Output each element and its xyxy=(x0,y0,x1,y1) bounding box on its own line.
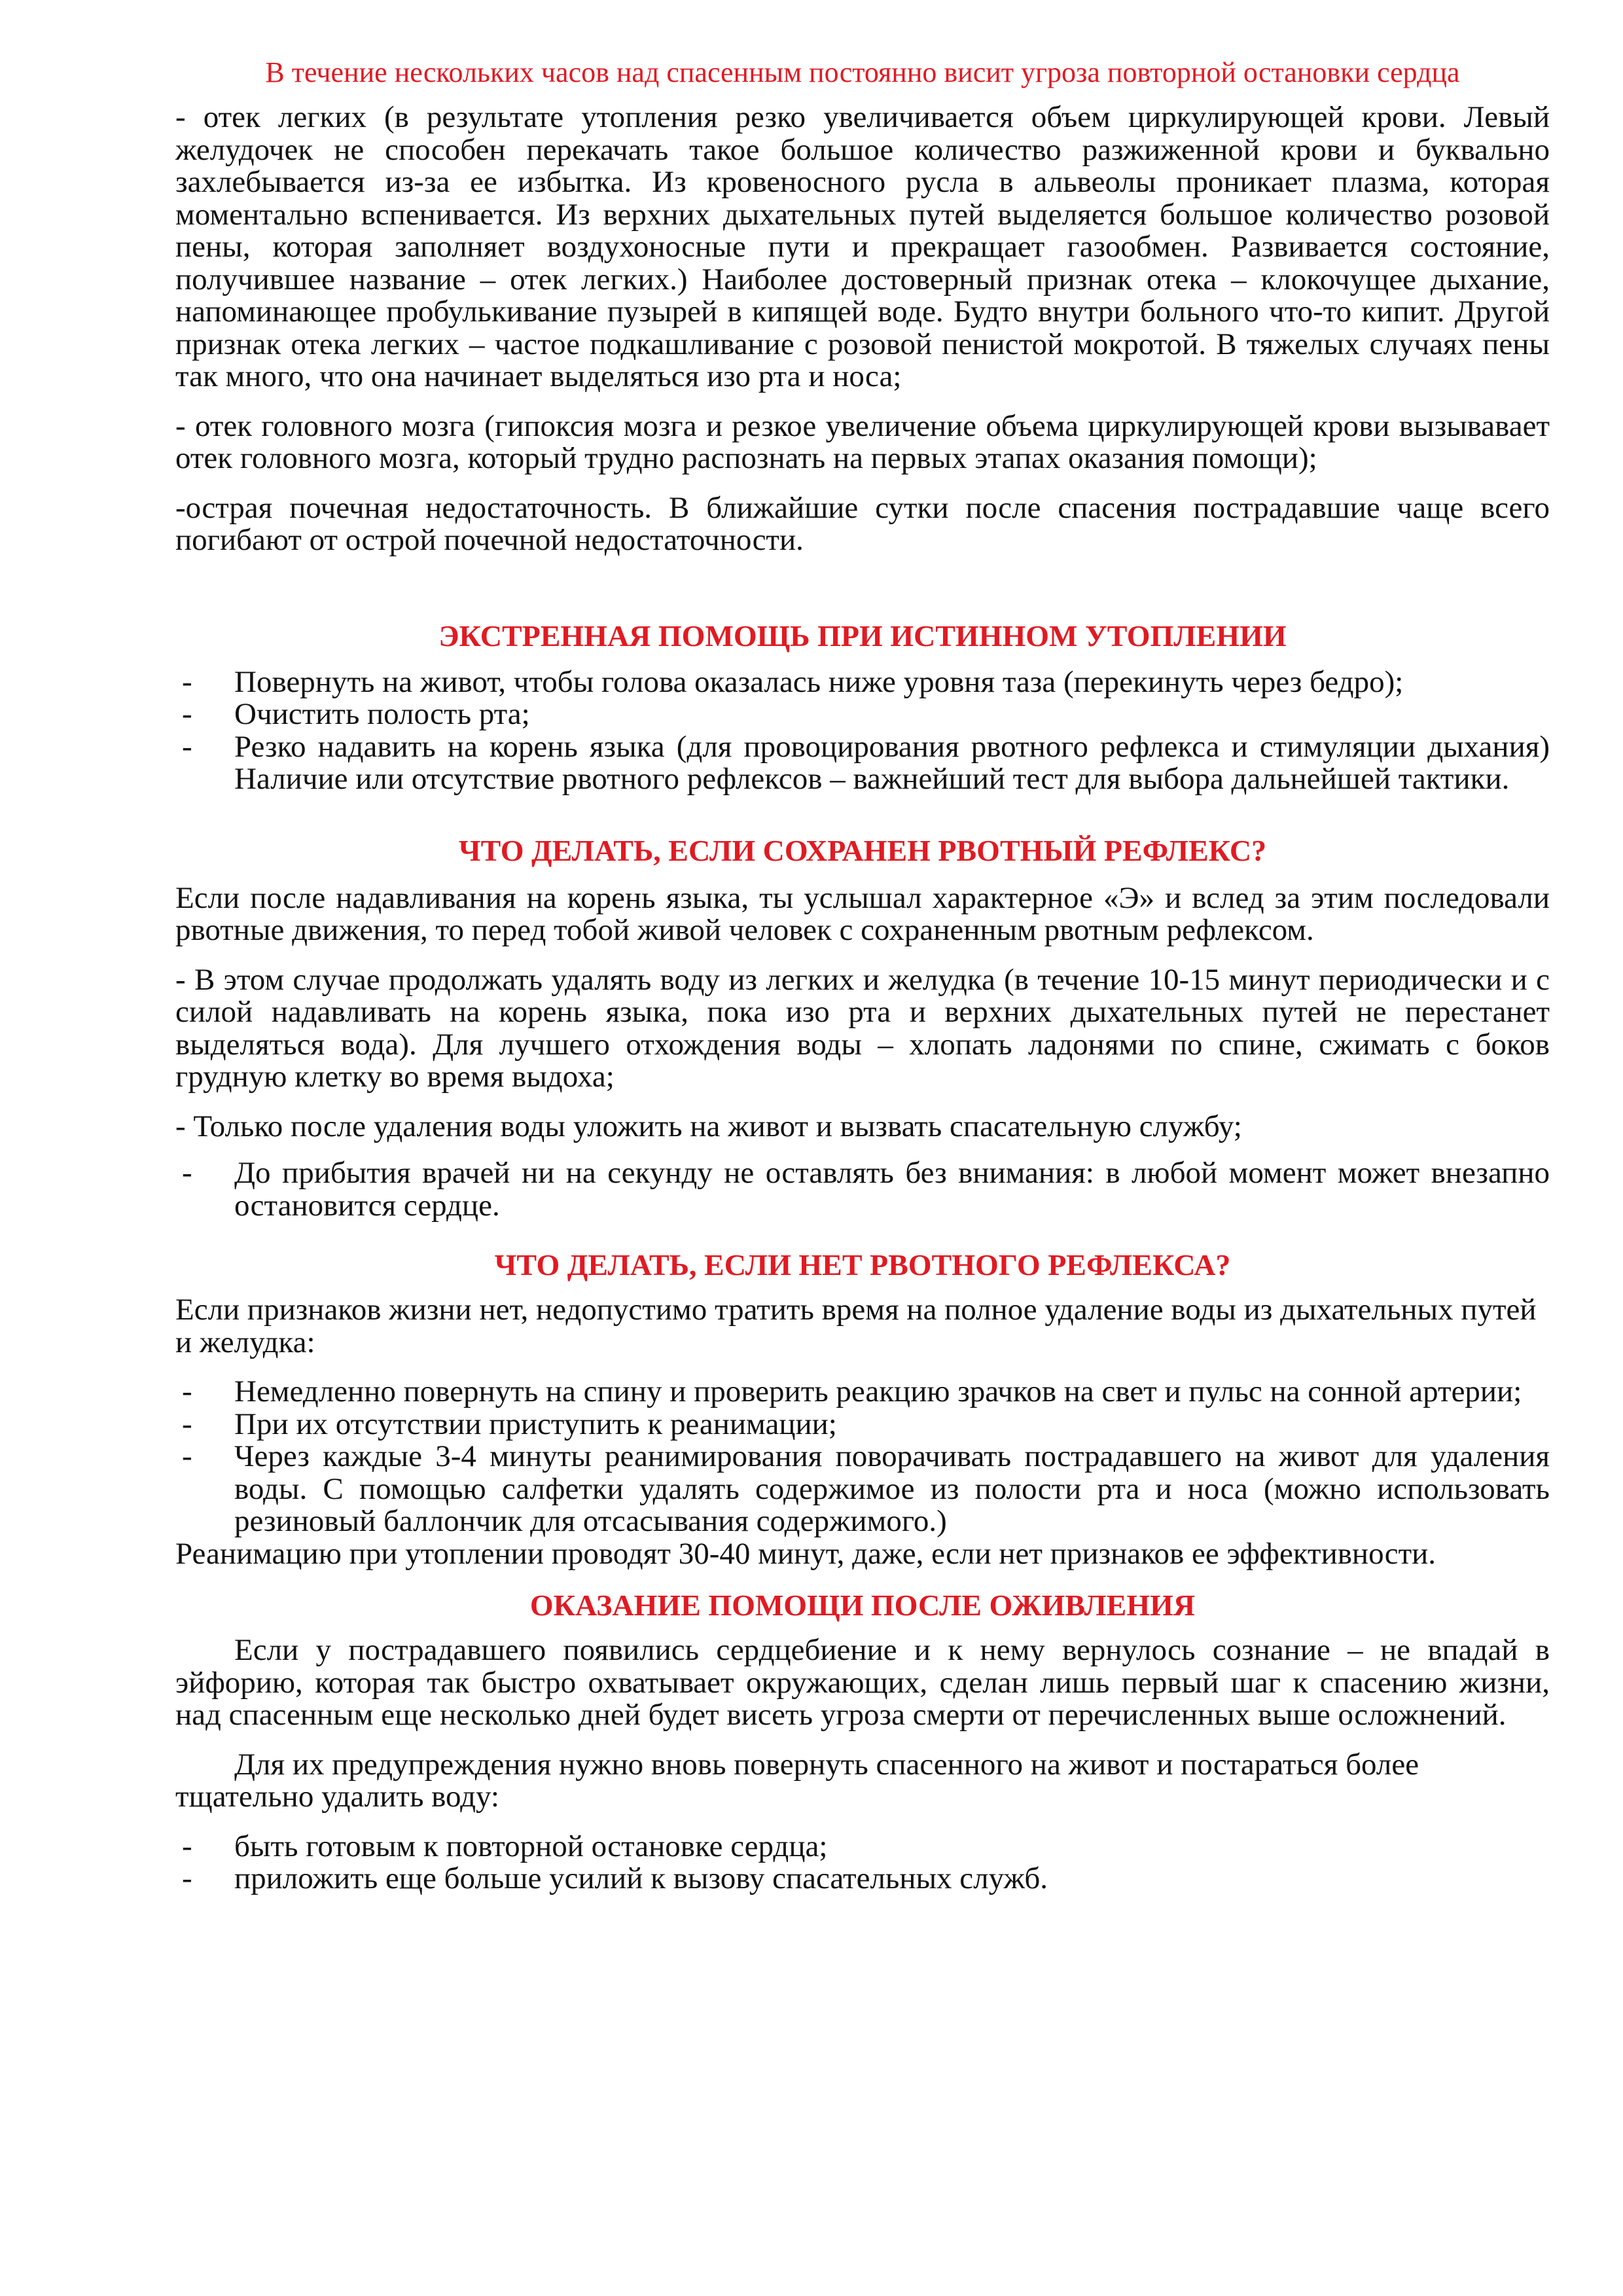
list-item: - Очистить полость рта; xyxy=(182,697,530,731)
list-item: - До прибытия врачей ни на секунду не оставлять без внимания: в любой момент может внезапно остановится сердце. xyxy=(182,1156,1550,1223)
paragraph-no-reflex-intro: Если признаков жизни нет, недопустимо тратить время на полное удаление воды из дыхательных путей и желудка: xyxy=(175,1293,1537,1359)
list-item: - Немедленно повернуть на спину и проверить реакцию зрачков на свет и пульс на сонной артерии; xyxy=(182,1374,1522,1408)
after-revival-list xyxy=(175,1831,1550,1895)
paragraph-cerebral-edema: - отек головного мозга (гипоксия мозга и резкое увеличение объема циркулирующей крови вызывавает отек головного мозга, который трудно распознать на первых этапах оказания помощи); xyxy=(175,408,1550,475)
list-item: - приложить еще больше усилий к вызову спасательных служб. xyxy=(182,1861,1048,1895)
list-item: - При их отсутствии приступить к реанимации; xyxy=(182,1407,837,1441)
paragraph-after-revival: Если у пострадавшего появились сердцебиение и к нему вернулось сознание – не впадай в эйфорию, которая так быстро охватывает окружающих, сделан лишь первый шаг к спасению жизни, над спасенным еще несколько дней будет висеть угроза смерти от перечисленных выше осложнений. xyxy=(175,1633,1550,1732)
paragraph-pulmonary-edema: - отек легких (в результате утопления резко увеличивается объем циркулирующей крови. Левый желудочек не способен перекачать такое большое количество разжиженной крови и буквально захлебывается из-за ее избытка. Из кровеносного русла в альвеолы проникает плазма, которая моментально вспенивается. Из верхних дыхательных путей выделяется большое количество розовой пены, которая заполняет воздухоносные пути и прекращает газообмен. Развивается состояние, получившее название – отек легких.) Наиболее достоверный признак отека – клокочущее дыхание, напоминающее пробулькивание пузырей в кипящей воде. Будто внутри больного что-то кипит. Другой признак отека легких – частое подкашливание с розовой пенистой мокротой. В тяжелых случаях пены так много, что она начинает выделяться изо рта и носа; xyxy=(175,100,1550,393)
paragraph-resuscitation-duration: Реанимацию при утоплении проводят 30-40 минут, даже, если нет признаков ее эффективности. xyxy=(175,1536,1436,1571)
paragraph-remove-water: - В этом случае продолжать удалять воду из легких и желудка (в течение 10-15 минут периодически и с силой надавливать на корень языка, пока изо рта и верхних дыхательных путей не перестанет выделяться вода). Для лучшего отхождения воды – хлопать ладонями по спине, сжимать с боков грудную клетку во время выдоха; xyxy=(175,962,1550,1094)
intro-warning-title: В течение нескольких часов над спасенным постоянно висит угроза повторной остановки сердца xyxy=(265,56,1460,88)
bullet-dash: - xyxy=(182,1156,192,1190)
list-item: - быть готовым к повторной остановке сердца; xyxy=(182,1829,828,1863)
paragraph-call-rescue: - Только после удаления воды уложить на живот и вызвать спасательную службу; xyxy=(175,1109,1242,1143)
bullet-dash: - xyxy=(182,1439,192,1473)
paragraph-reflex-present-intro: Если после надавливания на корень языка, ты услышал характерное «Э» и вслед за этим последовали рвотные движения, то перед тобой живой человек с сохраненным рвотным рефлексом. xyxy=(175,880,1550,947)
section-heading-no-reflex: ЧТО ДЕЛАТЬ, ЕСЛИ НЕТ РВОТНОГО РЕФЛЕКСА? xyxy=(494,1248,1231,1282)
list-item: - Резко надавить на корень языка (для провоцирования рвотного рефлекса и стимуляции дыхания) Наличие или отсутствие рвотного рефлексов – важнейший тест для выбора дальнейшей тактики. xyxy=(182,729,1550,796)
bullet-dash: - xyxy=(182,1407,192,1441)
list-item: - Через каждые 3-4 минуты реанимирования поворачивать пострадавшего на живот для удаления воды. С помощью салфетки удалять содержимое из полости рта и носа (можно использовать резиновый баллончик для отсасывания содержимого.) xyxy=(182,1439,1550,1538)
list-item: - Повернуть на живот, чтобы голова оказалась ниже уровня таза (перекинуть через бедро); xyxy=(182,664,1404,699)
emergency-help-list xyxy=(175,666,1550,796)
bullet-dash: - xyxy=(182,1861,192,1895)
paragraph-prevention: Для их предупреждения нужно вновь повернуть спасенного на живот и постараться более тщательно удалить воду: xyxy=(175,1747,1419,1814)
bullet-dash: - xyxy=(182,1374,192,1408)
section-heading-emergency-help: ЭКСТРЕННАЯ ПОМОЩЬ ПРИ ИСТИННОМ УТОПЛЕНИИ xyxy=(438,619,1287,653)
document-page xyxy=(175,56,1550,1895)
bullet-dash: - xyxy=(182,1829,192,1863)
section-heading-after-revival: ОКАЗАНИЕ ПОМОЩИ ПОСЛЕ ОЖИВЛЕНИЯ xyxy=(529,1588,1196,1622)
no-reflex-list xyxy=(175,1376,1550,1538)
bullet-dash: - xyxy=(182,664,192,699)
section-heading-reflex-present: ЧТО ДЕЛАТЬ, ЕСЛИ СОХРАНЕН РВОТНЫЙ РЕФЛЕКС? xyxy=(458,833,1267,867)
bullet-dash: - xyxy=(182,729,192,764)
reflex-present-list xyxy=(175,1157,1550,1222)
paragraph-renal-failure: -острая почечная недостаточность. В ближайшие сутки после спасения пострадавшие чаще всего погибают от острой почечной недостаточности. xyxy=(175,490,1550,557)
bullet-dash: - xyxy=(182,697,192,731)
